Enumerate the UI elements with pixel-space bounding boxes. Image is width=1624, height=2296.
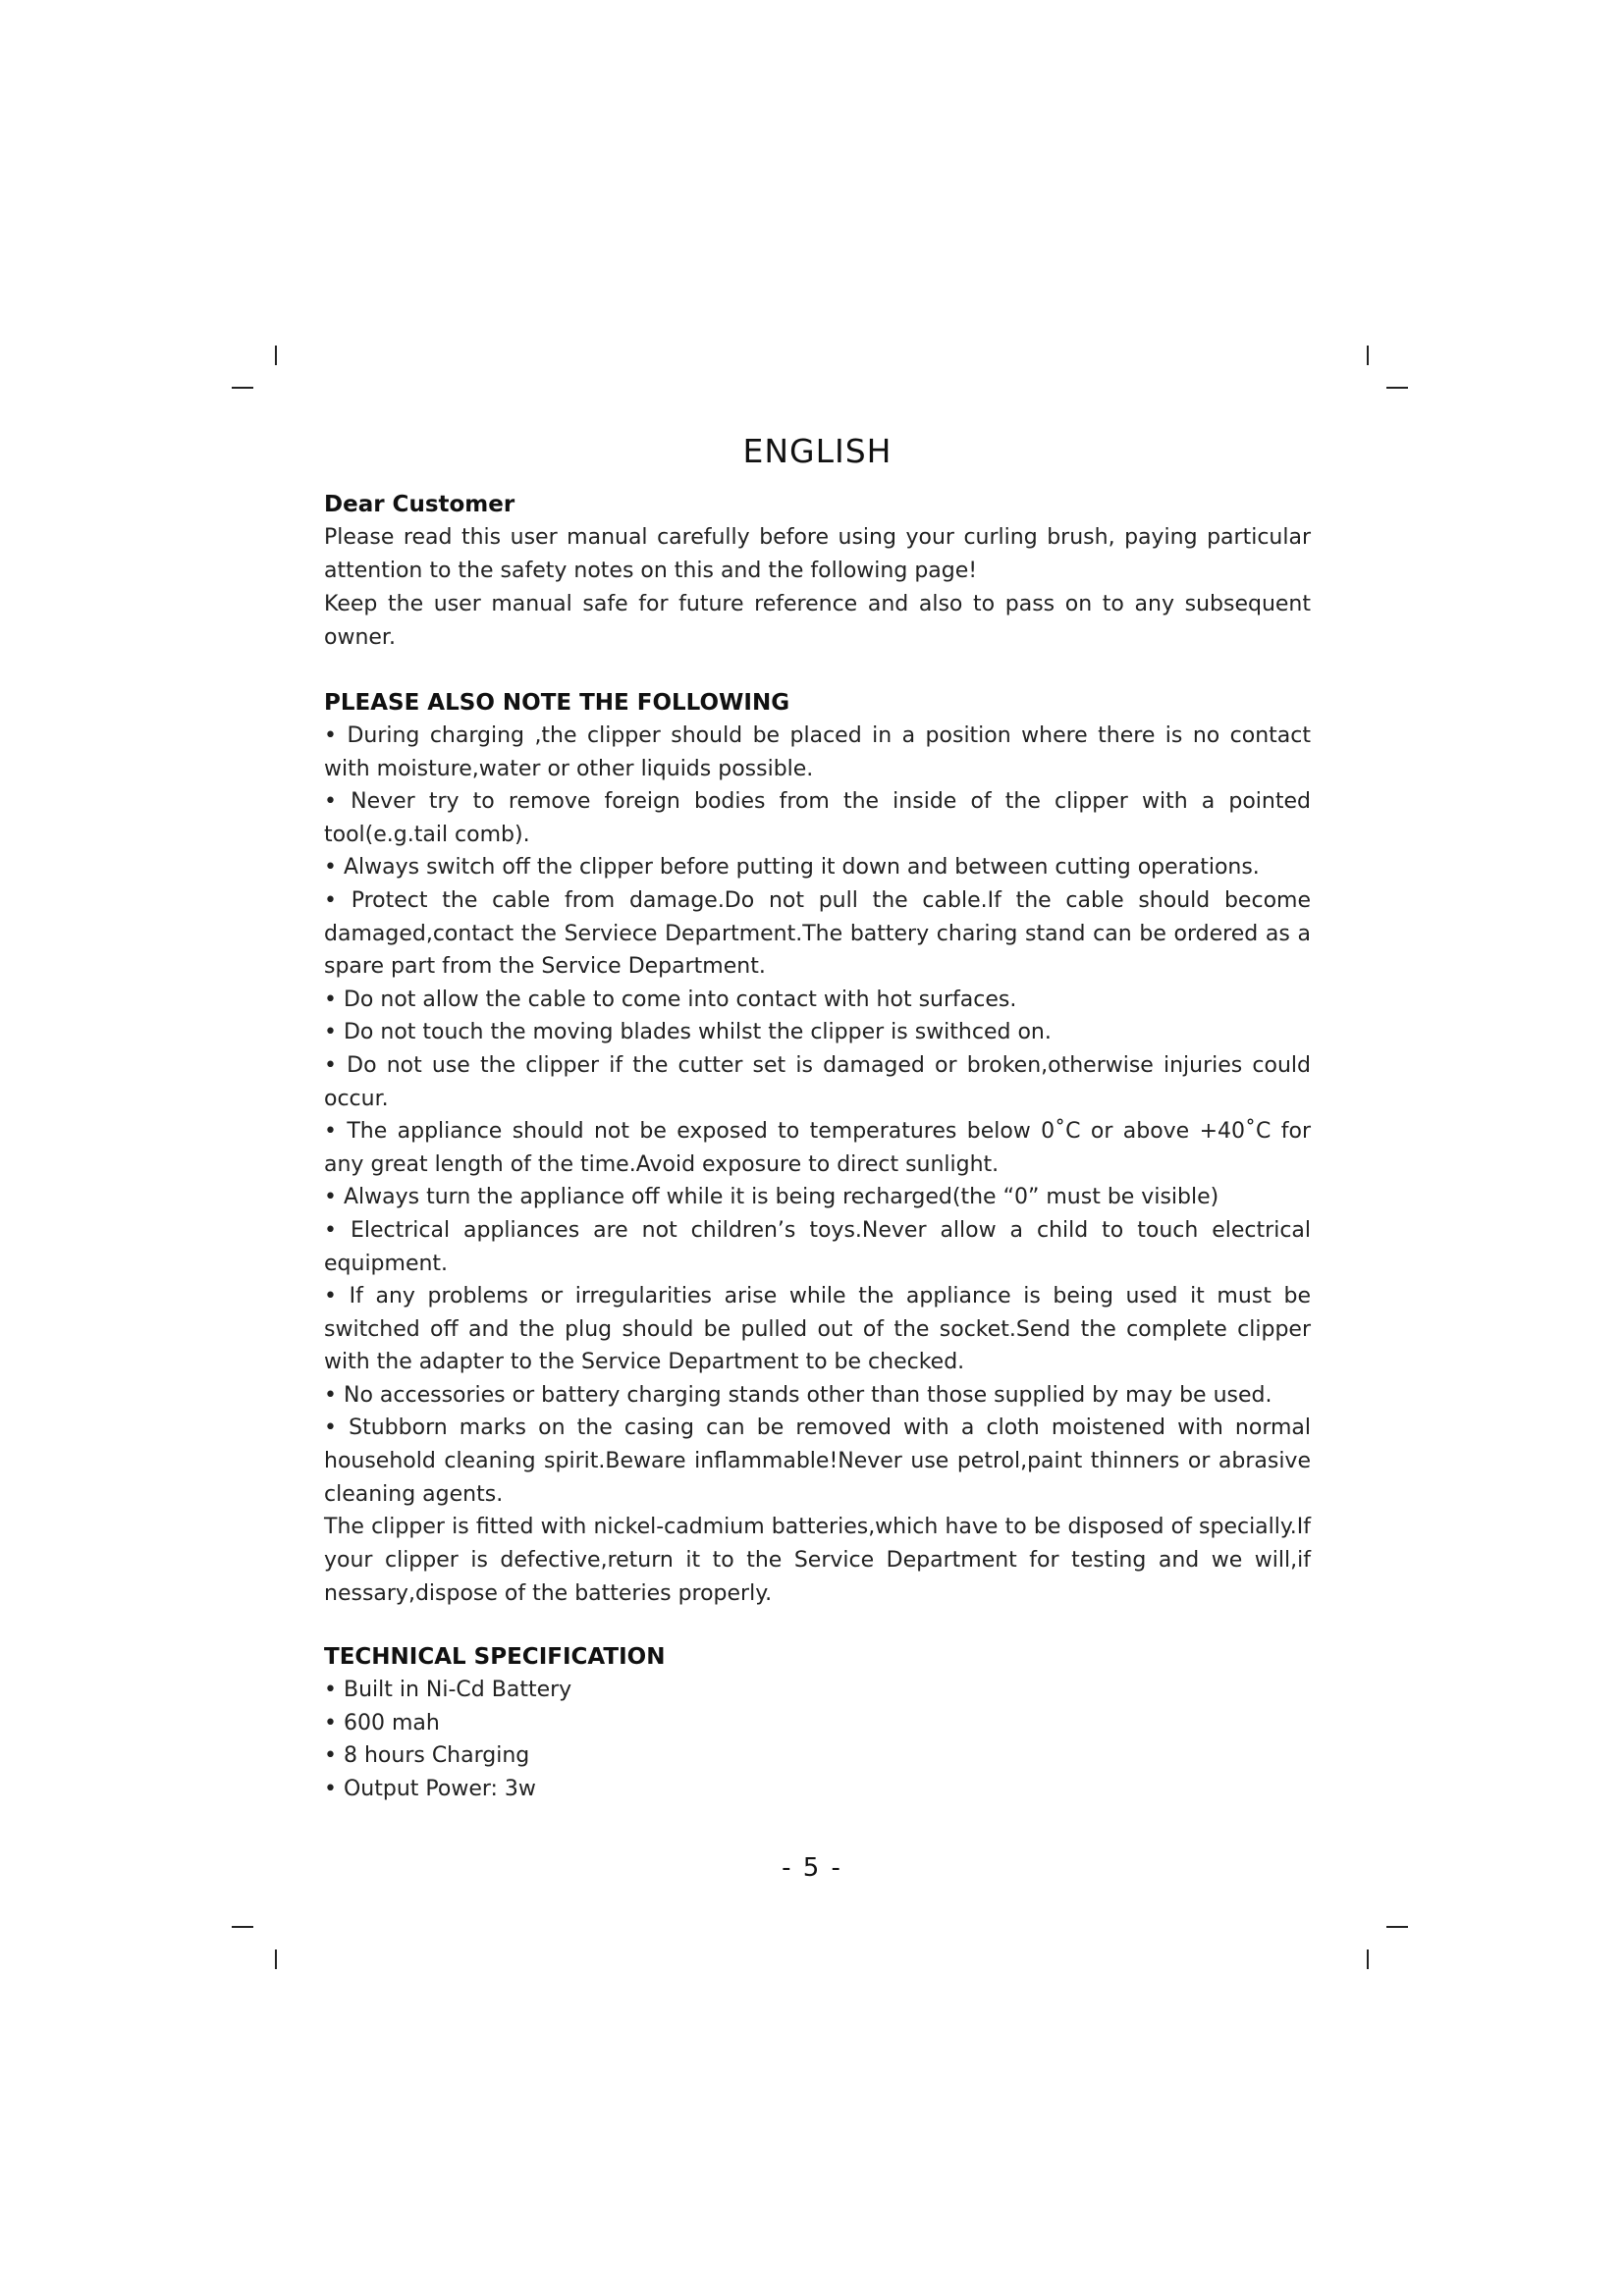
page-title: ENGLISH <box>742 432 893 470</box>
bullet-icon: • <box>324 887 337 913</box>
bullet-icon: • <box>324 1382 337 1408</box>
bullet-icon: • <box>324 1678 337 1703</box>
bullet-icon: • <box>324 1185 337 1210</box>
page-number: - 5 - <box>782 1853 842 1883</box>
crop-mark-bottom-right-vertical <box>1367 1949 1369 1969</box>
list-item: • During charging ,the clipper should be placed in a position where there is no contact with moisture,water or other liquids possible. <box>324 723 1311 781</box>
notes-list <box>324 720 1311 1511</box>
list-item: • Output Power: 3w <box>324 1777 536 1802</box>
page-content <box>324 432 1311 1806</box>
notes-heading: PLEASE ALSO NOTE THE FOLLOWING <box>324 690 790 716</box>
list-item: • No accessories or battery charging stands other than those supplied by may be used. <box>324 1382 1272 1408</box>
dear-customer-heading: Dear Customer <box>324 492 515 517</box>
list-item: • Always switch off the clipper before putting it down and between cutting operations. <box>324 855 1260 881</box>
list-item: • Do not use the clipper if the cutter set is damaged or broken,otherwise injuries could occur. <box>324 1052 1311 1111</box>
bullet-icon: • <box>324 1020 337 1045</box>
list-item: • Do not touch the moving blades whilst the clipper is swithced on. <box>324 1020 1052 1045</box>
bullet-icon: • <box>324 1217 337 1243</box>
intro-paragraph: Please read this user manual carefully before using your curling brush, paying particular attention to the safety notes on this and the following page! <box>324 525 1311 583</box>
list-item: • 8 hours Charging <box>324 1743 530 1769</box>
bullet-icon: • <box>324 723 337 748</box>
bullet-icon: • <box>324 855 337 881</box>
list-item: • Electrical appliances are not children’s toys.Never allow a child to touch electrical equipment. <box>324 1217 1312 1276</box>
battery-disposal-paragraph: The clipper is fitted with nickel-cadmium batteries,which have to be disposed of specially.If your clipper is defective,return it to the Service Department for testing and we will,if nessary,dispose of the batteries properly. <box>324 1515 1311 1607</box>
bullet-icon: • <box>324 1119 337 1145</box>
bullet-icon: • <box>324 1777 337 1802</box>
list-item: • Built in Ni-Cd Battery <box>324 1678 572 1703</box>
list-item: • Do not allow the cable to come into contact with hot surfaces. <box>324 987 1017 1012</box>
bullet-icon: • <box>324 987 337 1012</box>
list-item: • Always turn the appliance off while it is being recharged(the “0” must be visible) <box>324 1185 1219 1210</box>
crop-mark-top-left-horizontal <box>232 387 253 389</box>
crop-mark-top-right-vertical <box>1367 346 1369 365</box>
crop-mark-top-left-vertical <box>275 346 277 365</box>
list-item: • 600 mah <box>324 1710 440 1735</box>
list-item: • Stubborn marks on the casing can be removed with a cloth moistened with normal household cleaning spirit.Beware inflammable!Never use petrol,paint thinners or abrasive cleaning agents. <box>324 1415 1311 1507</box>
crop-mark-bottom-left-horizontal <box>232 1926 253 1928</box>
crop-mark-top-right-horizontal <box>1386 387 1408 389</box>
crop-mark-bottom-right-horizontal <box>1386 1926 1408 1928</box>
bullet-icon: • <box>324 1743 337 1769</box>
list-item: • Protect the cable from damage.Do not pull the cable.If the cable should become damaged,contact the Serviece Department.The battery charing stand can be ordered as a spare part from the Service Department. <box>324 887 1311 980</box>
bullet-icon: • <box>324 1415 337 1441</box>
bullet-icon: • <box>324 1710 337 1735</box>
crop-mark-bottom-left-vertical <box>275 1949 277 1969</box>
bullet-icon: • <box>324 1284 337 1309</box>
bullet-icon: • <box>324 789 337 815</box>
specs-list <box>324 1674 1311 1805</box>
bullet-icon: • <box>324 1052 337 1078</box>
specs-heading: TECHNICAL SPECIFICATION <box>324 1644 666 1671</box>
list-item: • The appliance should not be exposed to temperatures below 0˚C or above +40˚C for any great length of the time.Avoid exposure to direct sunlight. <box>324 1119 1311 1177</box>
intro-paragraph: Keep the user manual safe for future reference and also to pass on to any subsequent owner. <box>324 592 1311 650</box>
list-item: • Never try to remove foreign bodies from the inside of the clipper with a pointed tool(e.g.tail comb). <box>324 789 1311 847</box>
list-item: • If any problems or irregularities arise while the appliance is being used it must be switched off and the plug should be pulled out of the socket.Send the complete clipper with the adapter to the Service Department to be checked. <box>324 1284 1311 1375</box>
